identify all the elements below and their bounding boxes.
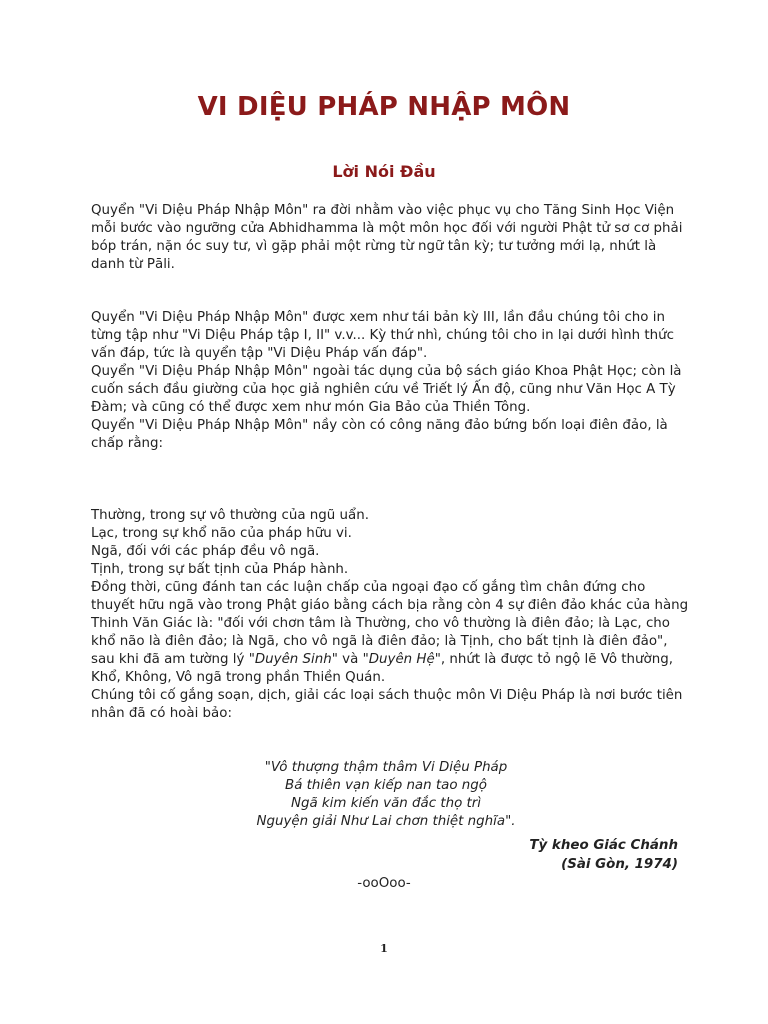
text-run: và — [337, 652, 363, 667]
list-line: Thường, trong sự vô thường của ngũ uẩn. — [91, 508, 369, 523]
text-run: Đồng thời, cũng đánh tan các luận chấp của ngoại đạo cố gắng tìm chân đứng cho thuyết hữu ngã vào trong Phật giáo bằng cách bịa rằng còn 4 sự điên đảo khác của hàng Thinh Văn Giác là: "đối với chơn tâm là Thường, cho vô thường là điên đảo; là Lạc, cho khổ não là điên đảo; là Ngã, cho vô ngã là điên đảo; là Tịnh, cho bất tịnh là điên đảo", sau khi đã am tường lý — [91, 580, 689, 667]
paragraph: Quyển "Vi Diệu Pháp Nhập Môn" ngoài tác dụng của bộ sách giáo Khoa Phật Học; còn là cuốn sách đầu giường của học giả nghiên cứu về Triết lý Ấn độ, cũng như Văn Học A Tỳ Đàm; và cũng có thể được xem như món Gia Bảo của Thiền Tông. — [91, 364, 682, 415]
text-run: , nhứt là được tỏ ngộ lẽ Vô thường, Khổ, Không, Vô ngã trong phần Thiền Quán. — [91, 652, 673, 685]
page-number: 1 — [380, 942, 388, 955]
italic-term: "Duyên Sinh" — [248, 652, 338, 667]
section-heading: Lời Nói Đầu — [332, 162, 436, 181]
document-title: VI DIỆU PHÁP NHẬP MÔN — [197, 92, 571, 122]
author-name: Tỳ kheo Giác Chánh — [529, 838, 678, 853]
second-paragraph-block — [91, 309, 691, 453]
verse-line: Nguyện giải Như Lai chơn thiệt nghĩa". — [256, 814, 516, 829]
paragraph — [91, 579, 691, 687]
verse-block — [91, 759, 681, 831]
signature-block — [529, 836, 678, 874]
verse-line: Bá thiên vạn kiếp nan tao ngộ — [285, 778, 487, 793]
list-line: Ngã, đối với các pháp đều vô ngã. — [91, 544, 320, 559]
intro-paragraph-block — [91, 202, 691, 274]
paragraph: Chúng tôi cố gắng soạn, dịch, giải các loại sách thuộc môn Vi Diệu Pháp là nơi bước tiên nhân đã có hoài bảo: — [91, 688, 683, 721]
verse-line: Ngã kim kiến văn đắc thọ trì — [290, 796, 482, 811]
separator: -ooOoo- — [357, 876, 411, 891]
italic-term: "Duyên Hệ" — [362, 652, 441, 667]
place-date: (Sài Gòn, 1974) — [561, 857, 678, 872]
paragraph: Quyển "Vi Diệu Pháp Nhập Môn" được xem như tái bản kỳ III, lần đầu chúng tôi cho in từng tập như "Vi Diệu Pháp tập I, II" v.v... Kỳ thứ nhì, chúng tôi cho in lại dưới hình thức vấn đáp, tức là quyển tập "Vi Diệu Pháp vấn đáp". — [91, 310, 674, 361]
list-line: Tịnh, trong sự bất tịnh của Pháp hành. — [91, 562, 349, 577]
list-line: Lạc, trong sự khổ não của pháp hữu vi. — [91, 526, 352, 541]
paragraph: Quyển "Vi Diệu Pháp Nhập Môn" nầy còn có công năng đảo bứng bốn loại điên đảo, là chấp rằng: — [91, 418, 668, 451]
paragraph: Quyển "Vi Diệu Pháp Nhập Môn" ra đời nhằm vào việc phục vụ cho Tăng Sinh Học Viện mỗi bước vào ngưỡng cửa Abhidhamma là một môn học đối với người Phật tử sơ cơ phải bóp trán, nặn óc suy tư, vì gặp phải một rừng từ ngữ tân kỳ; tư tưởng mới lạ, nhứt là danh từ Pāli. — [91, 203, 683, 272]
third-paragraph-block — [91, 507, 691, 723]
verse-line: "Vô thượng thậm thâm Vi Diệu Pháp — [264, 760, 508, 775]
